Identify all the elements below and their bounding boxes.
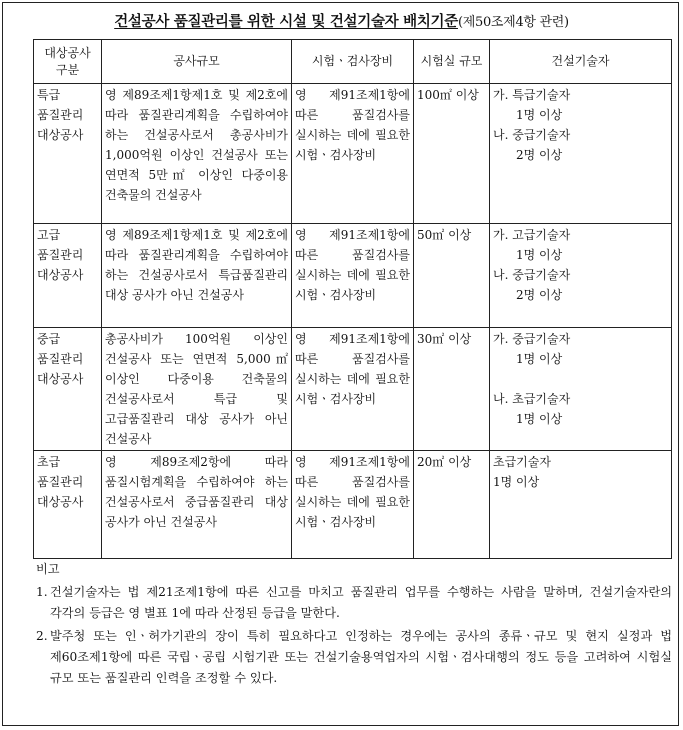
row-scale: 영 제89조제1항제1호 및 제2호에 따라 품질관리계획을 수립하여야 하는 건설공사로서 특급품질관리 대상 공사가 아닌 건설공사	[102, 224, 292, 328]
engineer-grade: 나. 초급기술자	[493, 392, 571, 406]
table-row	[34, 328, 672, 451]
engineer-grade: 나. 중급기술자	[493, 128, 571, 142]
row-category: 고급 품질관리 대상공사	[34, 224, 102, 328]
engineer-count: 1명 이상	[516, 412, 563, 426]
row-lab-size: 30㎡ 이상	[414, 328, 490, 451]
notes-label: 비고	[36, 562, 60, 576]
row-lab-size: 100㎡ 이상	[414, 84, 490, 224]
table-row	[34, 84, 672, 224]
row-category: 초급 품질관리 대상공사	[34, 451, 102, 559]
row-category: 특급 품질관리 대상공사	[34, 84, 102, 224]
note-text: 건설기술자는 법 제21조제1항에 따른 신고를 마치고 품질관리 업무를 수행하는 사람을 말하며, 건설기술자란의 각각의 등급은 영 별표 1에 따라 산정된 등급을 말한다.	[50, 585, 672, 620]
engineer-grade: 가. 고급기술자	[493, 228, 571, 242]
row-engineers	[490, 84, 672, 224]
engineer-count: 2명 이상	[516, 148, 563, 162]
engineer-count: 1명 이상	[493, 475, 540, 489]
note-number: 1.	[36, 585, 48, 599]
row-scale: 영 제89조제1항제1호 및 제2호에 따라 품질관리계획을 수립하여야 하는 건설공사로서 총공사비가 1,000억원 이상인 건설공사 또는 연면적 5만㎡ 이상인 다중이용 건축물의 건설공사	[102, 84, 292, 224]
standards-table	[33, 39, 672, 559]
note-text: 발주청 또는 인ㆍ허가기관의 장이 특히 필요하다고 인정하는 경우에는 공사의 종류ㆍ규모 및 현지 실정과 법 제60조제1항에 따른 국립ㆍ공립 시험기관 또는 건설기술용역업자의 시험ㆍ검사대행의 정도 등을 고려하여 시험실 규모 또는 품질관리 인력을 조정할 수 있다.	[50, 629, 672, 685]
row-lab-size: 50㎡ 이상	[414, 224, 490, 328]
engineer-count: 1명 이상	[516, 248, 563, 262]
row-equipment: 영 제91조제1항에 따른 품질검사를 실시하는 데에 필요한 시험ㆍ검사장비	[292, 84, 414, 224]
row-engineers	[490, 224, 672, 328]
table-row	[34, 451, 672, 559]
row-equipment: 영 제91조제1항에 따른 품질검사를 실시하는 데에 필요한 시험ㆍ검사장비	[292, 328, 414, 451]
table-header-row	[34, 40, 672, 84]
row-engineers	[490, 451, 672, 559]
note-item	[36, 626, 672, 689]
note-number: 2.	[36, 629, 48, 643]
engineer-count: 1명 이상	[516, 108, 563, 122]
engineer-grade: 가. 중급기술자	[493, 332, 571, 346]
header-equipment: 시험ㆍ검사장비	[292, 40, 414, 84]
row-category: 중급 품질관리 대상공사	[34, 328, 102, 451]
title-main: 건설공사 품질관리를 위한 시설 및 건설기술자 배치기준	[114, 14, 458, 30]
notes-section	[36, 559, 672, 689]
header-category: 대상공사 구분	[34, 40, 102, 84]
row-scale: 총공사비가 100억원 이상인 건설공사 또는 연면적 5,000㎡ 이상인 다중이용 건축물의 건설공사로서 특급 및 고급품질관리 대상 공사가 아닌 건설공사	[102, 328, 292, 451]
row-equipment: 영 제91조제1항에 따른 품질검사를 실시하는 데에 필요한 시험ㆍ검사장비	[292, 224, 414, 328]
table-row	[34, 224, 672, 328]
row-equipment: 영 제91조제1항에 따른 품질검사를 실시하는 데에 필요한 시험ㆍ검사장비	[292, 451, 414, 559]
row-lab-size: 20㎡ 이상	[414, 451, 490, 559]
title-sub: (제50조제4항 관련)	[457, 15, 569, 30]
note-item	[36, 582, 672, 624]
engineer-grade: 초급기술자	[493, 455, 551, 469]
engineer-count: 2명 이상	[516, 288, 563, 302]
row-scale: 영 제89조제2항에 따라 품질시험계획을 수립하여야 하는 건설공사로서 중급품질관리 대상 공사가 아닌 건설공사	[102, 451, 292, 559]
page-title	[0, 10, 683, 31]
header-engineers: 건설기술자	[490, 40, 672, 84]
engineer-count: 1명 이상	[516, 352, 563, 366]
header-scale: 공사규모	[102, 40, 292, 84]
header-lab-size: 시험실 규모	[414, 40, 490, 84]
engineer-grade: 나. 중급기술자	[493, 268, 571, 282]
engineer-grade: 가. 특급기술자	[493, 88, 571, 102]
row-engineers	[490, 328, 672, 451]
